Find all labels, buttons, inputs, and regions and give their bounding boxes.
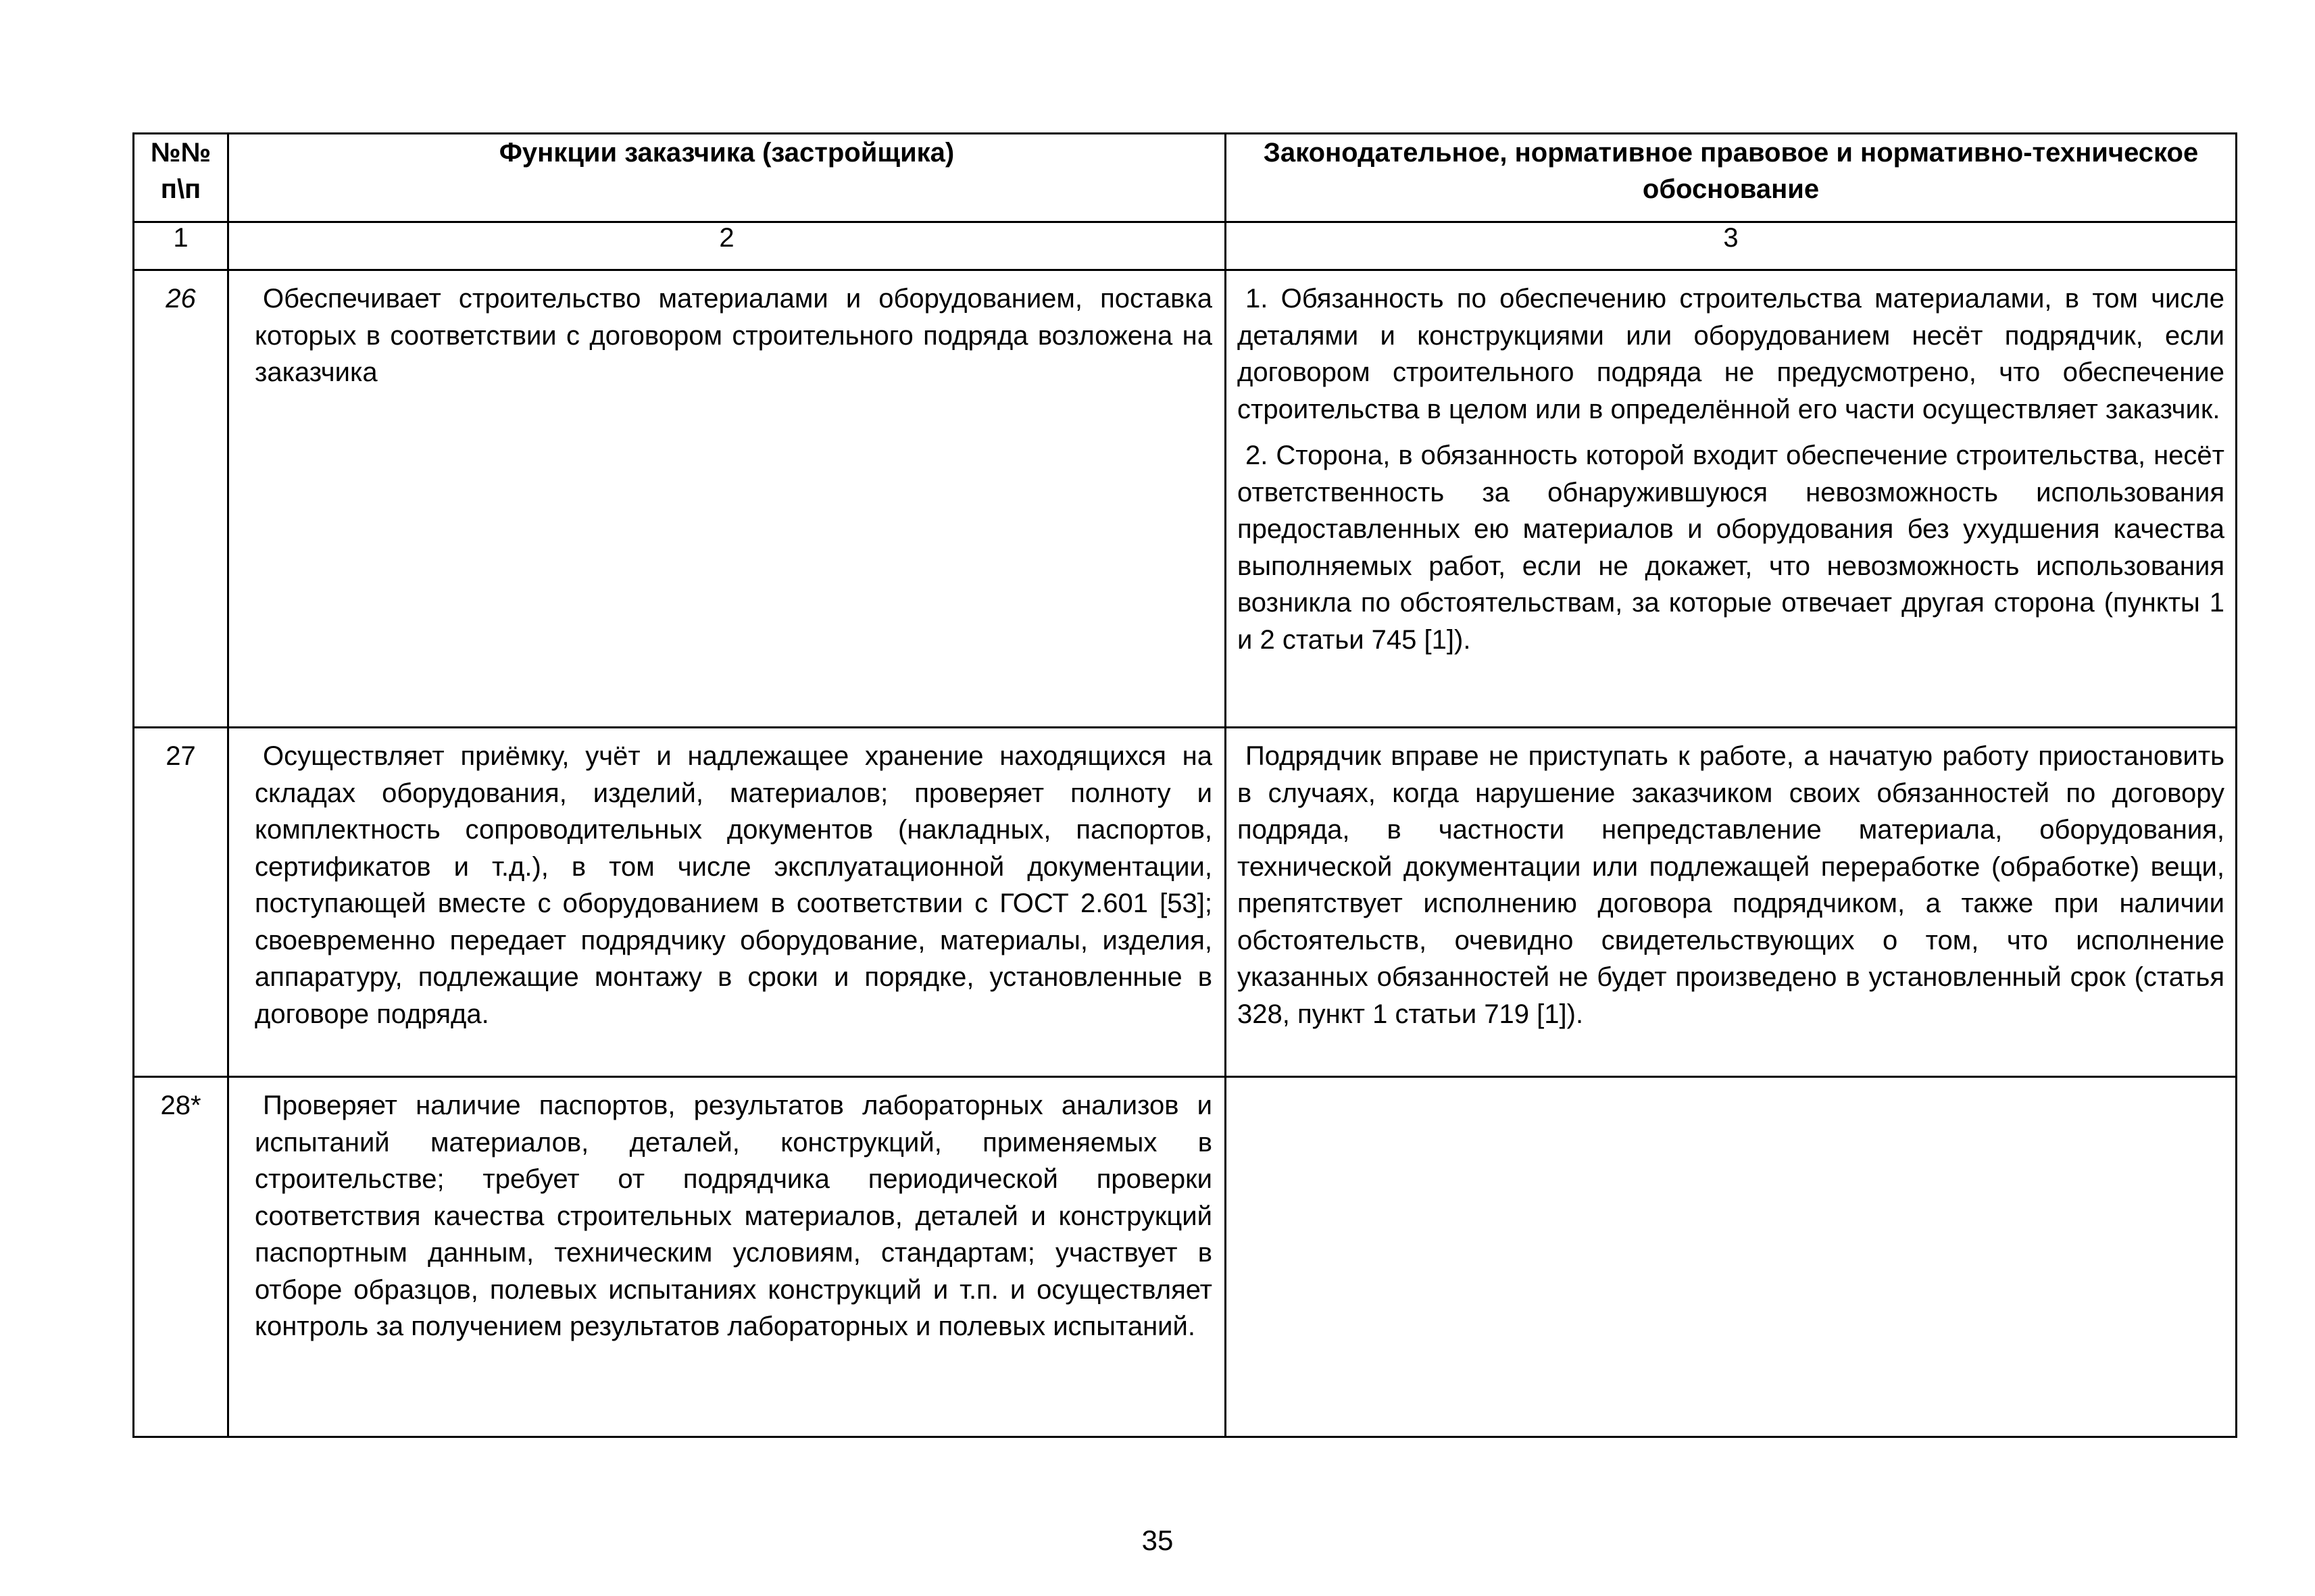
header-row xyxy=(134,134,2237,222)
requirements-table xyxy=(132,132,2237,1438)
basis-paragraph: 1. Обязанность по обеспечению строительства материалами, в том числе деталями и конструкциями или оборудованием несёт подрядчик, если договором строительного подряда не предусмотрено, что обеспечение строительства в целом или в определённой его части осуществляет заказчик. xyxy=(1237,284,2224,424)
row-number: 28* xyxy=(134,1077,228,1437)
function-cell xyxy=(228,270,1226,728)
function-cell xyxy=(228,1077,1226,1437)
header-basis: Законодательное, нормативное правовое и нормативно-техническое обоснование xyxy=(1226,134,2237,222)
function-cell xyxy=(228,728,1226,1077)
table-row xyxy=(134,728,2237,1077)
function-text: Обеспечивает строительство материалами и оборудованием, поставка которых в соответствии с договором строительного подряда возложена на заказчика xyxy=(255,284,1212,387)
basis-paragraph: 2. Сторона, в обязанность которой входит обеспечение строительства, несёт ответственность за обнаружившуюся невозможность использования предоставленных ею материалов и оборудования без ухудшения качества выполняемых работ, если не докажет, что невозможность использования возникла по обстоятельствам, за которые отвечает другая сторона (пункты 1 и 2 статьи 745 [1]). xyxy=(1237,441,2224,655)
table-row xyxy=(134,1077,2237,1437)
header-number: №№ п\п xyxy=(134,134,228,222)
column-number: 2 xyxy=(228,222,1226,270)
row-number: 26 xyxy=(134,270,228,728)
function-text: Осуществляет приёмку, учёт и надлежащее хранение находящихся на складах оборудования, изделий, материалов; проверяет полноту и комплектность сопроводительных документов (накладных, паспортов, сертификатов и т.д.), в том числе эксплуатационной документации, поступающей вместе с оборудованием в соответствии с ГОСТ 2.601 [53]; своевременно передает подрядчику оборудование, материалы, изделия, аппаратуру, подлежащие монтажу в сроки и порядке, установленные в договоре подряда. xyxy=(255,741,1212,1029)
basis-cell xyxy=(1226,270,2237,728)
table-row xyxy=(134,270,2237,728)
basis-cell xyxy=(1226,728,2237,1077)
column-number-row xyxy=(134,222,2237,270)
row-number: 27 xyxy=(134,728,228,1077)
basis-cell-empty xyxy=(1226,1077,2237,1437)
function-text: Проверяет наличие паспортов, результатов лабораторных анализов и испытаний материалов, деталей, конструкций, применяемых в строительстве; требует от подрядчика периодической проверки соответствия качества строительных материалов, деталей и конструкций паспортным данным, техническим условиям, стандартам; участвует в отборе образцов, полевых испытаниях конструкций и т.п. и осуществляет контроль за получением результатов лабораторных и полевых испытаний. xyxy=(255,1091,1212,1341)
column-number: 1 xyxy=(134,222,228,270)
page-number: 35 xyxy=(1141,1524,1174,1556)
column-number: 3 xyxy=(1226,222,2237,270)
header-functions: Функции заказчика (застройщика) xyxy=(228,134,1226,222)
basis-paragraph: Подрядчик вправе не приступать к работе, а начатую работу приостановить в случаях, когда нарушение заказчиком своих обязанностей по договору подряда, в частности непредставление материала, оборудования, технической документации или подлежащей переработке (обработке) вещи, препятствует исполнению договора подрядчиком, а также при наличии обстоятельств, очевидно свидетельствующих о том, что исполнение указанных обязанностей не будет произведено в установленный срок (статья 328, пункт 1 статьи 719 [1]). xyxy=(1237,741,2224,1029)
